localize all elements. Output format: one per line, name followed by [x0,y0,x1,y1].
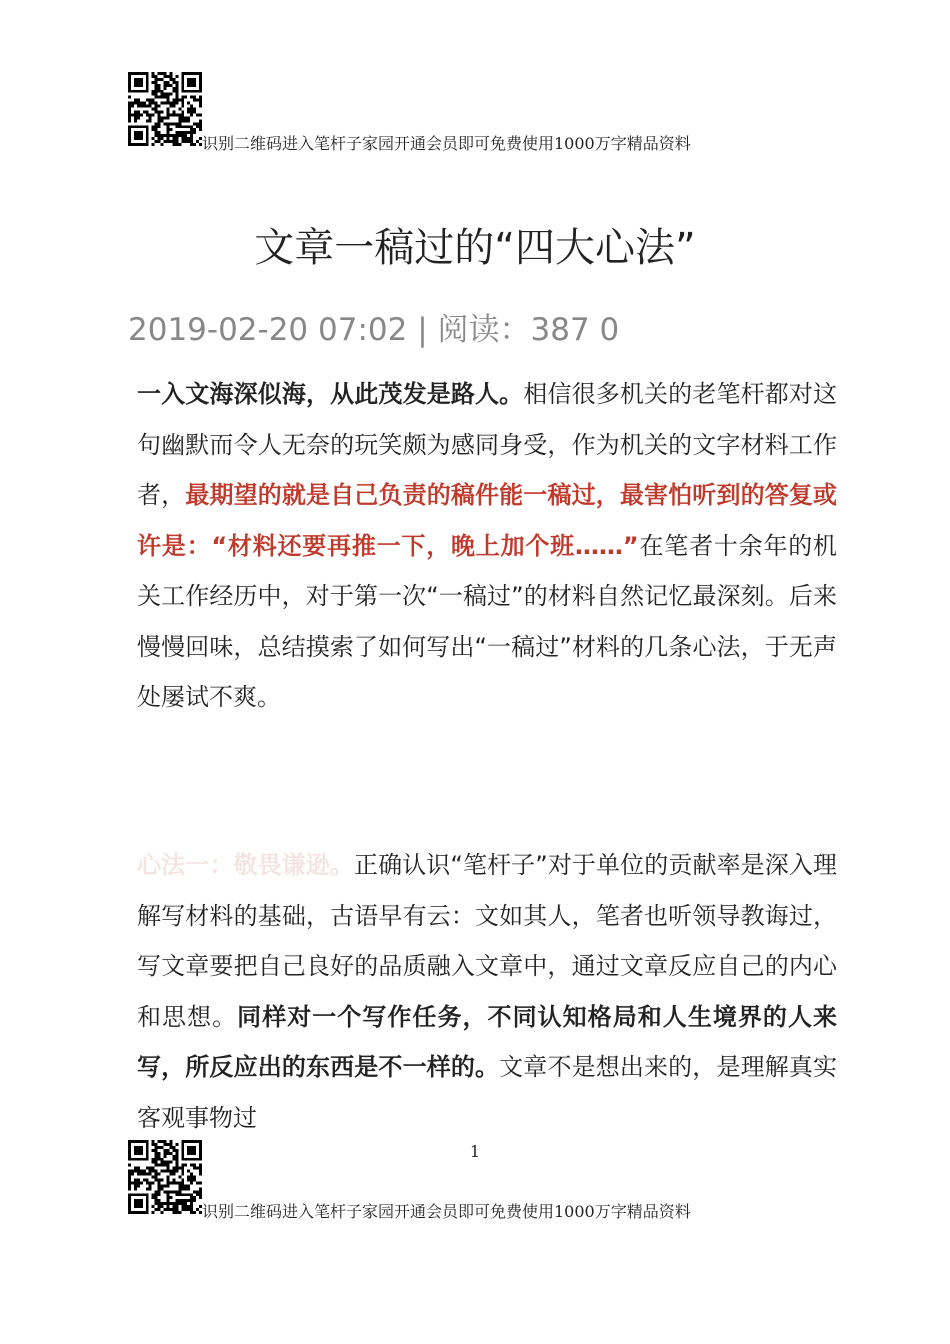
page-number: 1 [469,1142,481,1161]
article-meta: 2019-02-20 07:02 | 阅读：387 0 [128,312,620,348]
intro-red-highlight: 最期望的就是自己负责的稿件能一稿过，最害怕听到的答复或许是：“材料还要再推一下，晚上加个班……” [137,481,838,560]
intro-bold-lead: 一入文海深似海，从此茂发是路人。 [137,380,524,408]
intro-text-a: 相信很多机关的老笔杆都对这句幽默而令人无奈的玩笑颇为感同身受，作为机关的文字材料工作者， [137,380,838,509]
header-banner: 识别二维码进入笔杆子家园开通会员即可免费使用1000万字精品资料 [202,134,691,153]
qr-code-icon [128,72,202,146]
qr-code-icon [128,1140,202,1214]
method-one-text-a: 正确认识“笔杆子”对于单位的贡献率是深入理解写材料的基础，古语早有云：文如其人，笔者也听领导教诲过，写文章要把自己良好的品质融入文章中，通过文章反应自己的内心和思想。 [137,851,838,1031]
method-one-bold: 同样对一个写作任务，不同认知格局和人生境界的人来写，所反应出的东西是不一样的。 [137,1002,838,1081]
intro-text-b: 在笔者十余年的机关工作经历中，对于第一次“一稿过”的材料自然记忆最深刻。后来慢慢回味，总结摸索了如何写出“一稿过”材料的几条心法，于无声处屡试不爽。 [137,531,838,711]
article-title: 文章一稿过的“四大心法” [254,225,696,271]
paragraph-method-one [137,840,837,1143]
method-one-text-b: 文章不是想出来的，是理解真实客观事物过 [137,1053,838,1132]
paragraph-intro [137,369,837,723]
method-one-heading: 心法一：敬畏谦逊。 [137,851,354,879]
footer-banner: 识别二维码进入笔杆子家园开通会员即可免费使用1000万字精品资料 [202,1202,691,1221]
